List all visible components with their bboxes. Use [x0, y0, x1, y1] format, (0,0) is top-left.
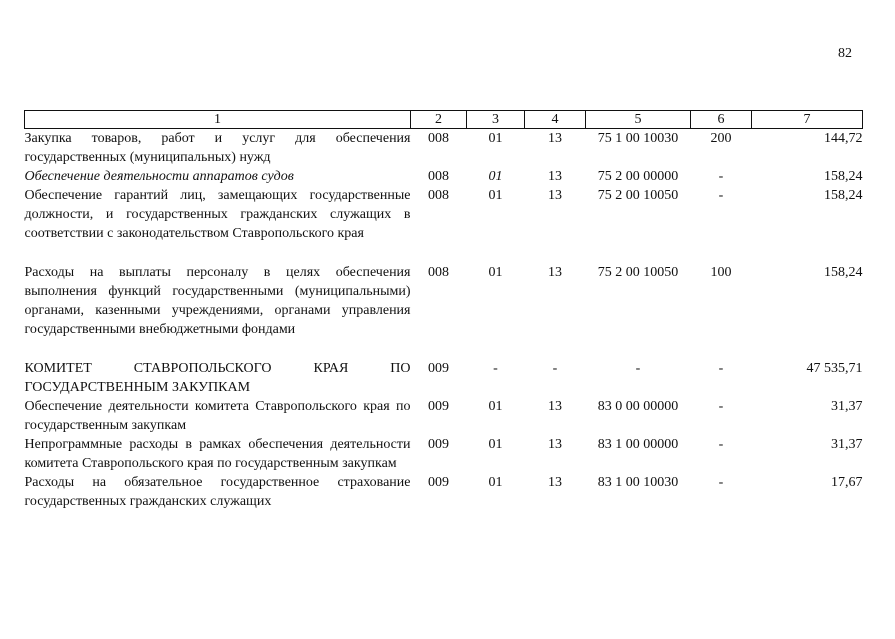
row-ministry-code: 009 [428, 399, 449, 414]
row-target-article: 75 2 00 10050 [597, 265, 679, 280]
header-row [25, 111, 863, 129]
row-amount: 158,24 [824, 188, 863, 203]
table-row [25, 397, 863, 435]
row-expense-type: 200 [710, 131, 732, 146]
row-subsection-code: 13 [548, 131, 562, 146]
row-subsection-code: - [552, 361, 558, 376]
row-subsection-code: 13 [548, 265, 562, 280]
row-target-article: 75 2 00 00000 [597, 169, 679, 184]
row-ministry-code: 009 [428, 475, 449, 490]
row-name: КОМИТЕТ СТАВРОПОЛЬСКОГО КРАЯ ПО ГОСУДАРСТВЕННЫМ ЗАКУПКАМ [24, 361, 411, 395]
header-col-1: 1 [25, 111, 411, 129]
row-ministry-code: 008 [428, 188, 449, 203]
row-section-code: 01 [488, 399, 503, 414]
table-row [25, 263, 863, 359]
row-subsection-code: 13 [548, 169, 562, 184]
header-col-3: 3 [467, 111, 525, 129]
row-target-article: 75 2 00 10050 [597, 188, 679, 203]
row-subsection-code: 13 [548, 399, 562, 414]
row-name: Расходы на обязательное государственное страхование государственных гражданских служащих [24, 475, 411, 509]
header-col-4: 4 [525, 111, 586, 129]
row-amount: 47 535,71 [806, 361, 863, 376]
row-name: Обеспечение деятельности аппаратов судов [24, 169, 294, 184]
row-section-code: 01 [488, 188, 503, 203]
row-ministry-code: 008 [428, 265, 449, 280]
row-ministry-code: 009 [428, 361, 449, 376]
row-amount: 31,37 [831, 437, 863, 452]
row-section-code: 01 [488, 265, 503, 280]
row-amount: 158,24 [824, 265, 863, 280]
header-col-6: 6 [691, 111, 752, 129]
row-target-article: - [635, 361, 641, 376]
row-expense-type: - [718, 475, 724, 490]
row-name: Непрограммные расходы в рамках обеспечения деятельности комитета Ставропольского края по государственным закупкам [24, 437, 411, 471]
row-section-code: 01 [488, 169, 503, 184]
row-target-article: 75 1 00 10030 [597, 131, 679, 146]
row-ministry-code: 008 [428, 131, 449, 146]
row-target-article: 83 1 00 10030 [597, 475, 679, 490]
row-amount: 17,67 [831, 475, 863, 490]
row-section-code: 01 [488, 475, 503, 490]
row-amount: 31,37 [831, 399, 863, 414]
header-col-5: 5 [586, 111, 691, 129]
row-subsection-code: 13 [548, 437, 562, 452]
row-section-code: 01 [488, 437, 503, 452]
page-number: 82 [838, 46, 852, 61]
row-name: Закупка товаров, работ и услуг для обеспечения государственных (муниципальных) нужд [24, 131, 411, 165]
header-col-2: 2 [411, 111, 467, 129]
table-row [25, 167, 863, 186]
row-section-code: 01 [488, 131, 503, 146]
row-ministry-code: 009 [428, 437, 449, 452]
row-amount: 144,72 [824, 131, 863, 146]
row-subsection-code: 13 [548, 475, 562, 490]
row-expense-type: - [718, 437, 724, 452]
row-expense-type: - [718, 169, 724, 184]
header-col-7: 7 [752, 111, 863, 129]
row-name: Обеспечение деятельности комитета Ставропольского края по государственным закупкам [24, 399, 411, 433]
row-expense-type: - [718, 361, 724, 376]
row-name: Расходы на выплаты персоналу в целях обеспечения выполнения функций государственными (муниципальными) органами, казенными учреждениями, органами управления государственными внебюджетными фондами [24, 265, 411, 337]
table-row [25, 129, 863, 168]
table-row [25, 473, 863, 511]
row-expense-type: - [718, 399, 724, 414]
row-expense-type: 100 [710, 265, 732, 280]
table-row [25, 186, 863, 263]
budget-table [24, 110, 863, 511]
row-name: Обеспечение гарантий лиц, замещающих государственные должности, и государственных гражданских служащих в соответствии с законодательством Ставропольского края [24, 188, 411, 241]
row-section-code: - [493, 361, 498, 376]
row-amount: 158,24 [824, 169, 863, 184]
row-ministry-code: 008 [428, 169, 449, 184]
row-target-article: 83 0 00 00000 [597, 399, 679, 414]
table-row [25, 435, 863, 473]
row-subsection-code: 13 [548, 188, 562, 203]
table-row [25, 359, 863, 397]
row-expense-type: - [718, 188, 724, 203]
row-target-article: 83 1 00 00000 [597, 437, 679, 452]
